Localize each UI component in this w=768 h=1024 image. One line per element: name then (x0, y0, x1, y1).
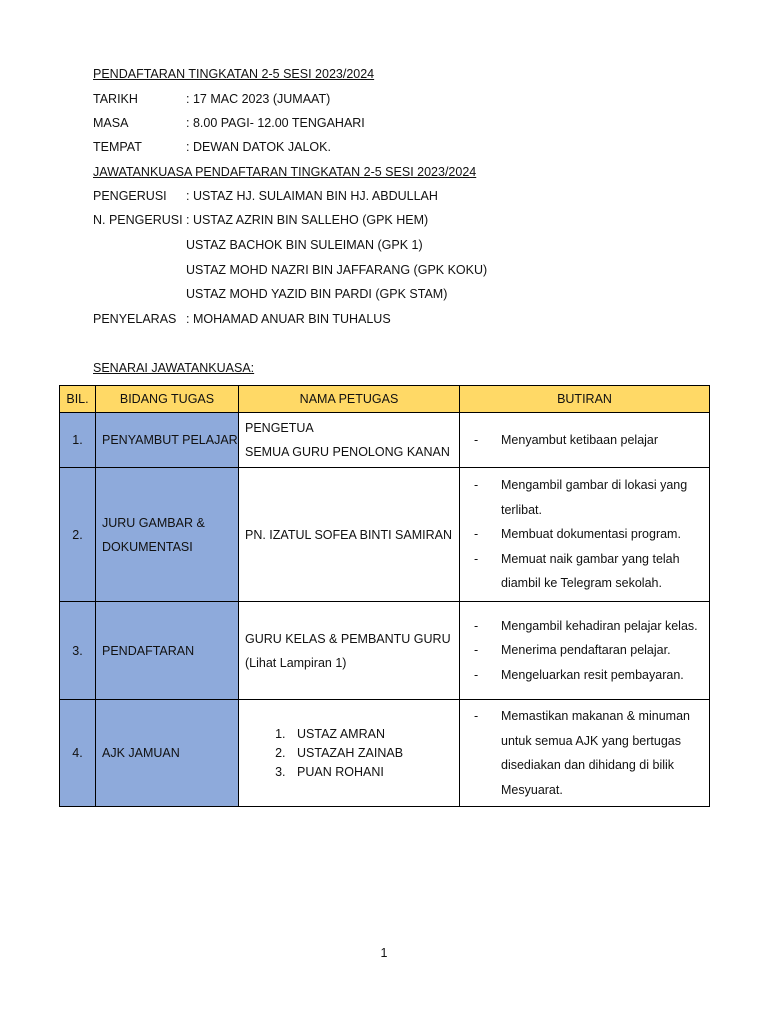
header-bidang-tugas: BIDANG TUGAS (96, 386, 239, 413)
butiran-text: Menerima pendaftaran pelajar. (501, 643, 671, 658)
pengerusi-label: PENGERUSI (93, 189, 167, 203)
butiran-text: Mengambil gambar di lokasi yang terlibat. (501, 478, 688, 517)
header-butiran: BUTIRAN (460, 386, 710, 413)
row-number: 2. (60, 468, 96, 602)
table-row (60, 602, 710, 700)
bullet-dash: - (474, 478, 479, 493)
petugas-line: PENGETUA (245, 421, 314, 435)
butiran-text: Menyambut ketibaan pelajar (501, 432, 659, 447)
header-bil: BIL. (60, 386, 96, 413)
row-petugas (239, 413, 460, 468)
petugas-line: PN. IZATUL SOFEA BINTI SAMIRAN (245, 527, 452, 542)
tarikh-value: : 17 MAC 2023 (JUMAAT) (186, 92, 331, 106)
row-bidang: AJK JAMUAN (96, 700, 239, 807)
petugas-list (239, 725, 459, 782)
row-butiran (460, 602, 710, 700)
butiran-text: Memuat naik gambar yang telah diambil ke Telegram sekolah. (501, 551, 680, 591)
masa-line (93, 115, 365, 131)
row-petugas (239, 602, 460, 700)
npengerusi-value: : USTAZ AZRIN BIN SALLEHO (GPK HEM) (186, 213, 429, 227)
bullet-dash: - (474, 527, 479, 542)
butiran-item (474, 547, 709, 596)
table-row (60, 700, 710, 807)
butiran-item (474, 428, 709, 453)
table-header-row (60, 386, 710, 413)
bullet-dash: - (474, 551, 479, 566)
table-row (60, 468, 710, 602)
row-petugas (239, 468, 460, 602)
tarikh-line (93, 91, 330, 107)
row-butiran (460, 468, 710, 602)
bullet-dash: - (474, 618, 479, 633)
butiran-text: Memastikan makanan & minuman untuk semua AJK yang bertugas disediakan dan dihidang di bilik Mesyuarat. (501, 709, 690, 797)
butiran-item (474, 473, 709, 522)
butiran-text: Mengambil kehadiran pelajar kelas. (501, 618, 698, 633)
masa-label: MASA (93, 116, 129, 130)
bullet-dash: - (474, 432, 479, 447)
npengerusi-other: USTAZ MOHD YAZID BIN PARDI (GPK STAM) (186, 287, 448, 301)
header-nama-petugas: NAMA PETUGAS (239, 386, 460, 413)
penyelaras-value: : MOHAMAD ANUAR BIN TUHALUS (186, 312, 391, 326)
row-number: 1. (60, 413, 96, 468)
row-number: 3. (60, 602, 96, 700)
list-title: SENARAI JAWATANKUASA: (93, 361, 255, 375)
tempat-line (93, 139, 331, 155)
committee-title: JAWATANKUASA PENDAFTARAN TINGKATAN 2-5 SESI 2023/2024 (93, 165, 477, 179)
row-number: 4. (60, 700, 96, 807)
list-item: 2. USTAZAH ZAINAB (289, 744, 459, 763)
npengerusi-other: USTAZ BACHOK BIN SULEIMAN (GPK 1) (186, 238, 423, 252)
bullet-dash: - (474, 667, 479, 682)
row-petugas (239, 700, 460, 807)
row-bidang: PENYAMBUT PELAJAR (96, 413, 239, 468)
row-butiran (460, 413, 710, 468)
npengerusi-label: N. PENGERUSI (93, 213, 183, 227)
tempat-value: : DEWAN DATOK JALOK. (186, 140, 331, 154)
bullet-dash: - (474, 643, 479, 658)
row-bidang: JURU GAMBAR & DOKUMENTASI (96, 468, 239, 602)
butiran-item (474, 614, 709, 639)
document-title: PENDAFTARAN TINGKATAN 2-5 SESI 2023/2024 (93, 67, 375, 81)
penyelaras-label: PENYELARAS (93, 312, 177, 326)
npengerusi-other: USTAZ MOHD NAZRI BIN JAFFARANG (GPK KOKU) (186, 263, 488, 277)
row-bidang: PENDAFTARAN (96, 602, 239, 700)
list-item: 1. USTAZ AMRAN (289, 725, 459, 744)
butiran-item (474, 704, 709, 802)
pengerusi-line (93, 188, 438, 204)
butiran-text: Membuat dokumentasi program. (501, 527, 681, 542)
tarikh-label: TARIKH (93, 92, 138, 106)
bullet-dash: - (474, 709, 479, 723)
butiran-item (474, 663, 709, 688)
list-item: 3. PUAN ROHANI (289, 763, 459, 782)
table-row (60, 413, 710, 468)
butiran-text: Mengeluarkan resit pembayaran. (501, 667, 684, 682)
tempat-label: TEMPAT (93, 140, 142, 154)
row-butiran (460, 700, 710, 807)
butiran-item (474, 638, 709, 663)
npengerusi-line (93, 212, 428, 228)
petugas-line: (Lihat Lampiran 1) (245, 655, 347, 670)
page-number: 1 (380, 946, 388, 960)
masa-value: : 8.00 PAGI- 12.00 TENGAHARI (186, 116, 365, 130)
penyelaras-line (93, 311, 391, 327)
committee-table (59, 385, 710, 807)
pengerusi-value: : USTAZ HJ. SULAIMAN BIN HJ. ABDULLAH (186, 189, 438, 203)
petugas-line: GURU KELAS & PEMBANTU GURU (245, 631, 451, 646)
butiran-item (474, 522, 709, 547)
petugas-line: SEMUA GURU PENOLONG KANAN (245, 445, 450, 459)
